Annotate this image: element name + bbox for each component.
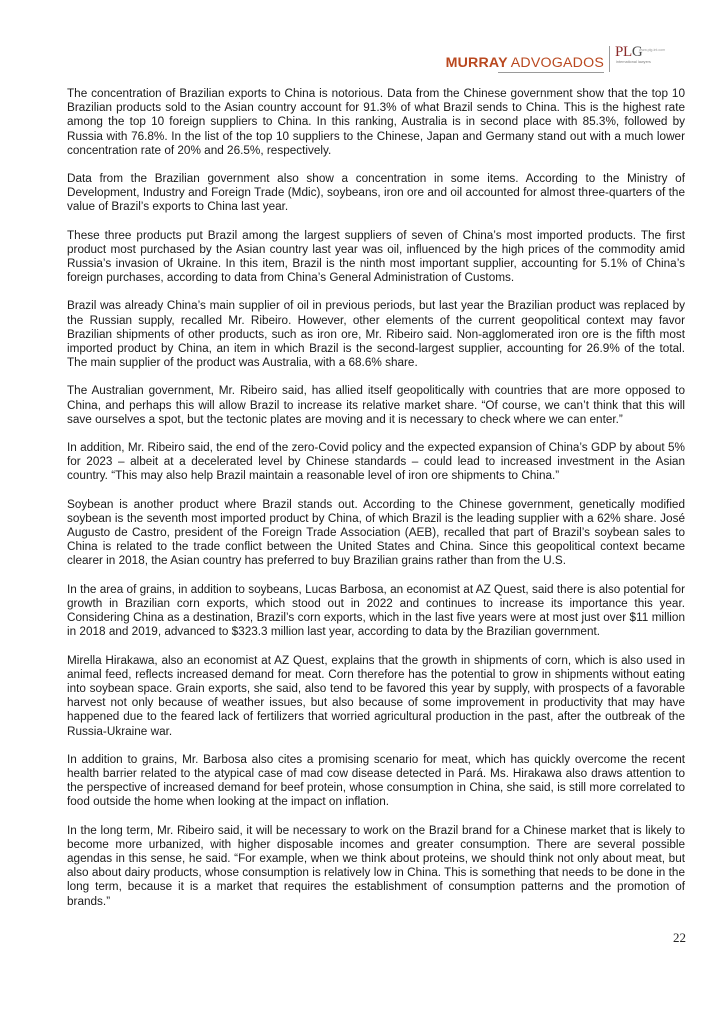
brand-name-bold: MURRAY [445, 55, 508, 71]
header-underline [498, 72, 604, 73]
paragraph: Mirella Hirakawa, also an economist at AZ Quest, explains that the growth in shipments of corn, which is also used in animal feed, reflects increased demand for meat. Corn therefore has the potential to grow in shipments without eating into soybean space. Grain exports, she said, also tend to be favored this year by supply, with prospects of a favorable harvest not only because of weather issues, but also because of some improvement in productivity that may have happened due to the feared lack of fertilizers that worried agricultural production in the past, after the outbreak of the Russia-Ukraine war. [67, 653, 685, 738]
murray-advogados-logo [446, 55, 604, 71]
plg-logo-url: www.plg-int.com [639, 48, 666, 52]
paragraph: These three products put Brazil among the largest suppliers of seven of China’s most imported products. The first product most purchased by the Asian country last year was oil, influenced by the high prices of the commodity amid Russia’s invasion of Ukraine. In this item, Brazil is the ninth most important supplier, accounting for 5.1% of China’s foreign purchases, according to data from China’s General Administration of Customs. [67, 228, 685, 285]
plg-logo-mark: PLG [615, 44, 643, 60]
paragraph: In addition, Mr. Ribeiro said, the end of the zero-Covid policy and the expected expansion of China’s GDP by about 5% for 2023 – albeit at a decelerated level by Chinese standards – could lead to increased investment in the Asian country. “This may also help Brazil maintain a reasonable level of iron ore shipments to China.” [67, 441, 685, 483]
paragraph: Brazil was already China’s main supplier of oil in previous periods, but last year the Brazilian product was replaced by the Russian supply, recalled Mr. Ribeiro. However, other elements of the current geopolitical context may favor Brazilian shipments of other products, such as iron ore, Mr. Ribeiro said. Non-agglomerated iron ore is the fifth most imported product by China, an item in which Brazil is the second-largest supplier, accounting for 26.9% of the total. The main supplier of the product was Australia, with a 68.6% share. [67, 299, 685, 370]
paragraph: Data from the Brazilian government also show a concentration in some items. According to the Ministry of Development, Industry and Foreign Trade (Mdic), soybeans, iron ore and oil accounted for almost three-quarters of the value of Brazil’s exports to China last year. [67, 172, 685, 214]
paragraph: Soybean is another product where Brazil stands out. According to the Chinese government, genetically modified soybean is the seventh most imported product by China, of which Brazil is the leading supplier with a 62% share. José Augusto de Castro, president of the Foreign Trade Association (AEB), recalled that part of Brazil’s soybean sales to China is related to the trade conflict between the United States and China. Since this geopolitical context became clearer in 2018, the Asian country has preferred to buy Brazilian grains rather than from the U.S. [67, 497, 685, 568]
paragraph: The concentration of Brazilian exports to China is notorious. Data from the Chinese government show that the top 10 Brazilian products sold to the Asian country account for 91.3% of what Brazil sends to China. This is the highest rate among the top 10 foreign suppliers to China. In this ranking, Australia is in second place with 85.3%, followed by Russia with 76.8%. In the list of the top 10 suppliers to the Chinese, Japan and Germany stand out with a much lower concentration rate of 20% and 26.5%, respectively. [67, 87, 685, 157]
header-divider [609, 46, 610, 72]
brand-name-regular: ADVOGADOS [510, 55, 604, 71]
plg-partner-logo [615, 45, 673, 71]
paragraph: In the long term, Mr. Ribeiro said, it will be necessary to work on the Brazil brand for a Chinese market that is likely to become more urbanized, with higher disposable incomes and greater consumption. There are several possible agendas in this sense, he said. “For example, when we think about proteins, we should think not only about meat, but also about dairy products, whose consumption is relatively low in China. This is something that needs to be done in the long term, because it is a market that requires the establishment of consumption patterns and the promotion of brands.” [67, 823, 685, 908]
paragraph: In the area of grains, in addition to soybeans, Lucas Barbosa, an economist at AZ Quest, said there is also potential for growth in Brazilian corn exports, which stood out in 2022 and continues to increase its importance this year. Considering China as a destination, Brazil’s corn exports, which in the last five years were at most just over $11 million in 2018 and 2019, advanced to $323.3 million last year, according to data by the Brazilian government. [67, 582, 685, 639]
plg-logo-tagline: international lawyers [616, 60, 651, 64]
paragraph: The Australian government, Mr. Ribeiro said, has allied itself geopolitically with countries that are more opposed to China, and perhaps this will allow Brazil to increase its relative market share. “Of course, we can’t think that this will save ourselves a spot, but the tectonic plates are moving and it is necessary to check where we can enter.” [67, 384, 685, 426]
page-number: 22 [673, 930, 686, 945]
paragraph: In addition to grains, Mr. Barbosa also cites a promising scenario for meat, which has quickly overcome the recent health barrier related to the atypical case of mad cow disease detected in Pará. Ms. Hirakawa also draws attention to the perspective of increased demand for beef protein, whose consumption in China, she said, is still more correlated to food outside the home when looking at the impact on inflation. [67, 752, 685, 809]
article-body [67, 87, 685, 923]
page-header [0, 42, 728, 72]
